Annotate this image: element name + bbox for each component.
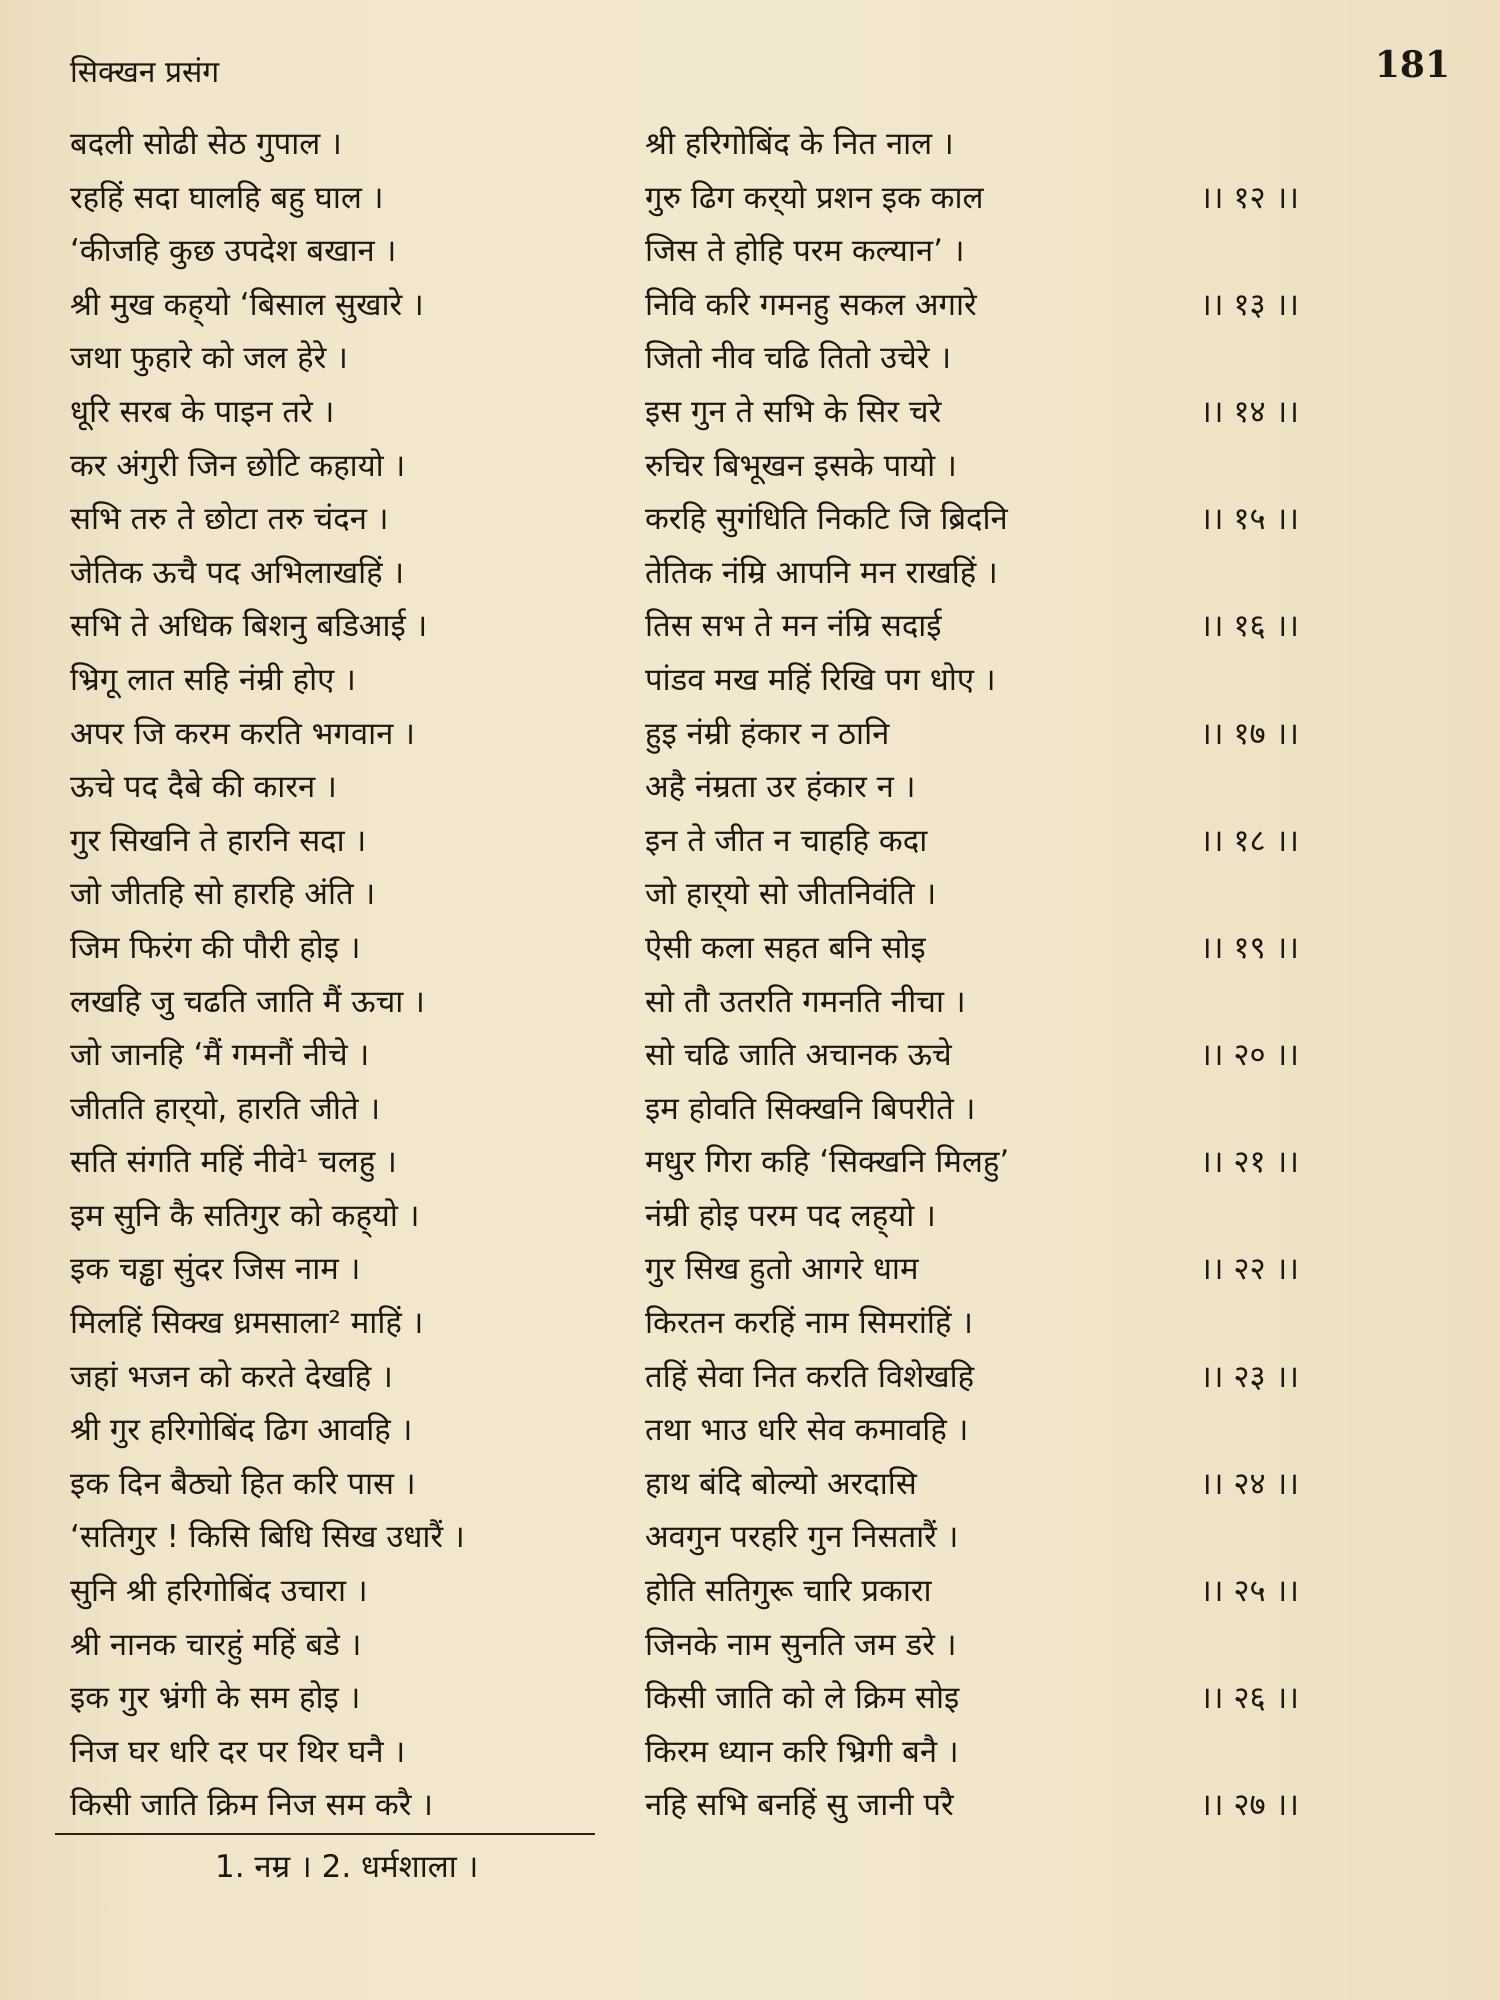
verse-first-half: कर अंगुरी जिन छोटि कहायो ।	[70, 447, 406, 484]
verse-first-half: इम सुनि कै सतिगुर को कह्‌यो ।	[70, 1197, 420, 1234]
verse-second-half: किरम ध्यान करि भ्रिगी बनै ।	[645, 1733, 959, 1770]
verse-second-half: किसी जाति को ले क्रिम सोइ	[645, 1680, 960, 1717]
verse-number: ।। २६ ।।	[1200, 1680, 1299, 1717]
verse-first-half: गुर सिखनि ते हारनि सदा ।	[70, 822, 367, 859]
verse-second-half: अवगुन परहरि गुन निसतारैं ।	[645, 1519, 959, 1556]
verse-line	[70, 976, 1360, 1030]
verse-second-half: गुरु ढिग कर्‌यो प्रशन इक काल	[645, 179, 984, 216]
verse-number: ।। २३ ।।	[1200, 1358, 1299, 1395]
verse-first-half: जो जानहि ‘मैं गमनौं नीचे ।	[70, 1037, 370, 1074]
verse-first-half: जहां भजन को करते देखहि ।	[70, 1358, 393, 1395]
verse-number: ।। १५ ।।	[1200, 501, 1299, 538]
verse-line	[70, 225, 1360, 279]
verse-second-half: इम होवति सिक्खनि बिपरीते ।	[645, 1090, 976, 1127]
verse-number: ।। १४ ।।	[1200, 393, 1299, 430]
verse-line	[70, 868, 1360, 922]
verse-line	[70, 386, 1360, 440]
verse-number: ।। १२ ।।	[1200, 179, 1299, 216]
verse-first-half: इक चड्ढा सुंदर जिस नाम ।	[70, 1251, 361, 1288]
verse-number: ।। १९ ।।	[1200, 929, 1299, 966]
verse-first-half: रहहिं सदा घालहि बहु घाल ।	[70, 179, 384, 216]
verse-second-half: सो तौ उतरति गमनति नीचा ।	[645, 983, 966, 1020]
verse-second-half: जो हार्‌यो सो जीतनिवंति ।	[645, 876, 937, 913]
verse-line	[70, 118, 1360, 172]
verse-second-half: सो चढि जाति अचानक ऊचे	[645, 1037, 952, 1074]
verse-second-half: हुइ नंम्री हंकार न ठानि	[645, 715, 890, 752]
verse-first-half: जिम फिरंग की पौरी होइ ।	[70, 929, 361, 966]
verse-line	[70, 547, 1360, 601]
verse-line	[70, 1726, 1360, 1780]
verse-first-half: सति संगति महिं नीवे¹ चलहु ।	[70, 1144, 397, 1181]
footnote-divider	[55, 1833, 595, 1835]
verse-first-half: अपर जि करम करति भगवान ।	[70, 715, 415, 752]
verse-first-half: सुनि श्री हरिगोबिंद उचारा ।	[70, 1573, 368, 1610]
verse-second-half: तिस सभ ते मन नंम्रि सदाई	[645, 608, 942, 645]
verse-first-half: श्री नानक चारहुं महिं बडे ।	[70, 1626, 362, 1663]
verse-second-half: अहै नंम्रता उर हंकार न ।	[645, 769, 916, 806]
verse-number: ।। १३ ।।	[1200, 286, 1299, 323]
verse-first-half: जीतति हार्‌यो, हारति जीते ।	[70, 1090, 381, 1127]
verse-line	[70, 600, 1360, 654]
verse-line	[70, 815, 1360, 869]
verse-line	[70, 279, 1360, 333]
verse-line	[70, 1565, 1360, 1619]
verse-second-half: तेतिक नंम्रि आपनि मन राखहिं ।	[645, 554, 998, 591]
running-title: सिक्खन प्रसंग	[70, 55, 220, 90]
verse-line	[70, 1404, 1360, 1458]
verse-number: ।। २५ ।।	[1200, 1573, 1299, 1610]
verse-second-half: रुचिर बिभूखन इसके पायो ।	[645, 447, 957, 484]
verse-second-half: तहिं सेवा नित करति विशेखहि	[645, 1358, 975, 1395]
verse-first-half: बदली सोढी सेठ गुपाल ।	[70, 126, 342, 162]
verse-line	[70, 1190, 1360, 1244]
verse-line	[70, 654, 1360, 708]
verse-line	[70, 1511, 1360, 1565]
verse-first-half: निज घर धरि दर पर थिर घनै ।	[70, 1733, 406, 1770]
verse-second-half: जितो नीव चढि तितो उचेरे ।	[645, 340, 952, 377]
verse-line	[70, 1243, 1360, 1297]
verse-first-half: किसी जाति क्रिम निज सम करै ।	[70, 1787, 434, 1824]
verse-second-half: निवि करि गमनहु सकल अगारे	[645, 286, 977, 323]
verse-line	[70, 493, 1360, 547]
page-number: 181	[1374, 44, 1450, 86]
verse-first-half: सभि ते अधिक बिशनु बडिआई ।	[70, 608, 428, 645]
verse-number: ।। २७ ।।	[1200, 1787, 1299, 1824]
verse-line	[70, 1083, 1360, 1137]
verse-number: ।। २४ ।।	[1200, 1465, 1299, 1502]
verse-second-half: पांडव मख महिं रिखि पग धोए ।	[645, 661, 996, 698]
verse-second-half: ऐसी कला सहत बनि सोइ	[645, 929, 926, 966]
verse-first-half: ऊचे पद दैबे की कारन ।	[70, 769, 337, 806]
verse-line	[70, 172, 1360, 226]
verse-line	[70, 708, 1360, 762]
verse-second-half: होति सतिगुरू चारि प्रकारा	[645, 1573, 932, 1610]
verse-first-half: इक गुर भ्रंगी के सम होइ ।	[70, 1680, 361, 1717]
verse-second-half: इस गुन ते सभि के सिर चरे	[645, 393, 942, 430]
verse-second-half: गुर सिख हुतो आगरे धाम	[645, 1251, 919, 1288]
verse-second-half: तथा भाउ धरि सेव कमावहि ।	[645, 1412, 969, 1449]
verse-second-half: जिनके नाम सुनति जम डरे ।	[645, 1626, 957, 1663]
verse-second-half: इन ते जीत न चाहहि कदा	[645, 822, 928, 859]
verse-second-half: नंम्री होइ परम पद लह्‌यो ।	[645, 1197, 936, 1234]
verse-first-half: जो जीतहि सो हारहि अंति ।	[70, 876, 376, 913]
verse-first-half: जेतिक ऊचै पद अभिलाखहिं ।	[70, 554, 405, 591]
verse-first-half: लखहि जु चढति जाति मैं ऊचा ।	[70, 983, 425, 1020]
verse-line	[70, 332, 1360, 386]
verse-line	[70, 1136, 1360, 1190]
verse-number: ।। २२ ।।	[1200, 1251, 1299, 1288]
verse-block	[70, 118, 1360, 1833]
verse-first-half: इक दिन बैठ्यो हित करि पास ।	[70, 1465, 416, 1502]
verse-second-half: नहि सभि बनहिं सु जानी परै	[645, 1787, 954, 1824]
verse-first-half: भ्रिगू लात सहि नंम्री होए ।	[70, 661, 356, 698]
footnote: 1. नम्र । 2. धर्मशाला ।	[215, 1849, 479, 1885]
verse-second-half: किरतन करहिं नाम सिमरांहिं ।	[645, 1305, 974, 1342]
verse-line	[70, 1779, 1360, 1833]
verse-number: ।। १८ ।।	[1200, 822, 1299, 859]
verse-first-half: श्री मुख कह्‌यो ‘बिसाल सुखारे ।	[70, 286, 424, 323]
verse-first-half: धूरि सरब के पाइन तरे ।	[70, 393, 335, 430]
page-header	[70, 44, 1450, 100]
verse-line	[70, 761, 1360, 815]
verse-first-half: ‘कीजहि कुछ उपदेश बखान ।	[70, 233, 397, 270]
verse-line	[70, 1672, 1360, 1726]
verse-second-half: हाथ बंदि बोल्यो अरदासि	[645, 1465, 917, 1502]
verse-line	[70, 1351, 1360, 1405]
verse-line	[70, 1297, 1360, 1351]
verse-second-half: श्री हरिगोबिंद के नित नाल ।	[645, 126, 954, 162]
verse-first-half: सभि तरु ते छोटा तरु चंदन ।	[70, 501, 389, 538]
verse-first-half: जथा फुहारे को जल हेरे ।	[70, 340, 348, 377]
verse-line	[70, 1458, 1360, 1512]
verse-second-half: जिस ते होहि परम कल्यान’ ।	[645, 233, 965, 270]
verse-line	[70, 922, 1360, 976]
verse-first-half: श्री गुर हरिगोबिंद ढिग आवहि ।	[70, 1412, 413, 1449]
verse-number: ।। २० ।।	[1200, 1037, 1299, 1074]
verse-line	[70, 1619, 1360, 1673]
verse-line	[70, 440, 1360, 494]
verse-line	[70, 1029, 1360, 1083]
verse-number: ।। १७ ।।	[1200, 715, 1299, 752]
verse-second-half: मधुर गिरा कहि ‘सिक्खनि मिलहु’	[645, 1144, 1010, 1181]
verse-number: ।। २१ ।।	[1200, 1144, 1299, 1181]
verse-second-half: करहि सुगंधिति निकटि जि ब्रिदनि	[645, 501, 1008, 538]
verse-number: ।। १६ ।।	[1200, 608, 1299, 645]
verse-first-half: ‘सतिगुर ! किसि बिधि सिख उधारैं ।	[70, 1519, 465, 1556]
verse-first-half: मिलहिं सिक्ख ध्रमसाला² माहिं ।	[70, 1305, 424, 1342]
